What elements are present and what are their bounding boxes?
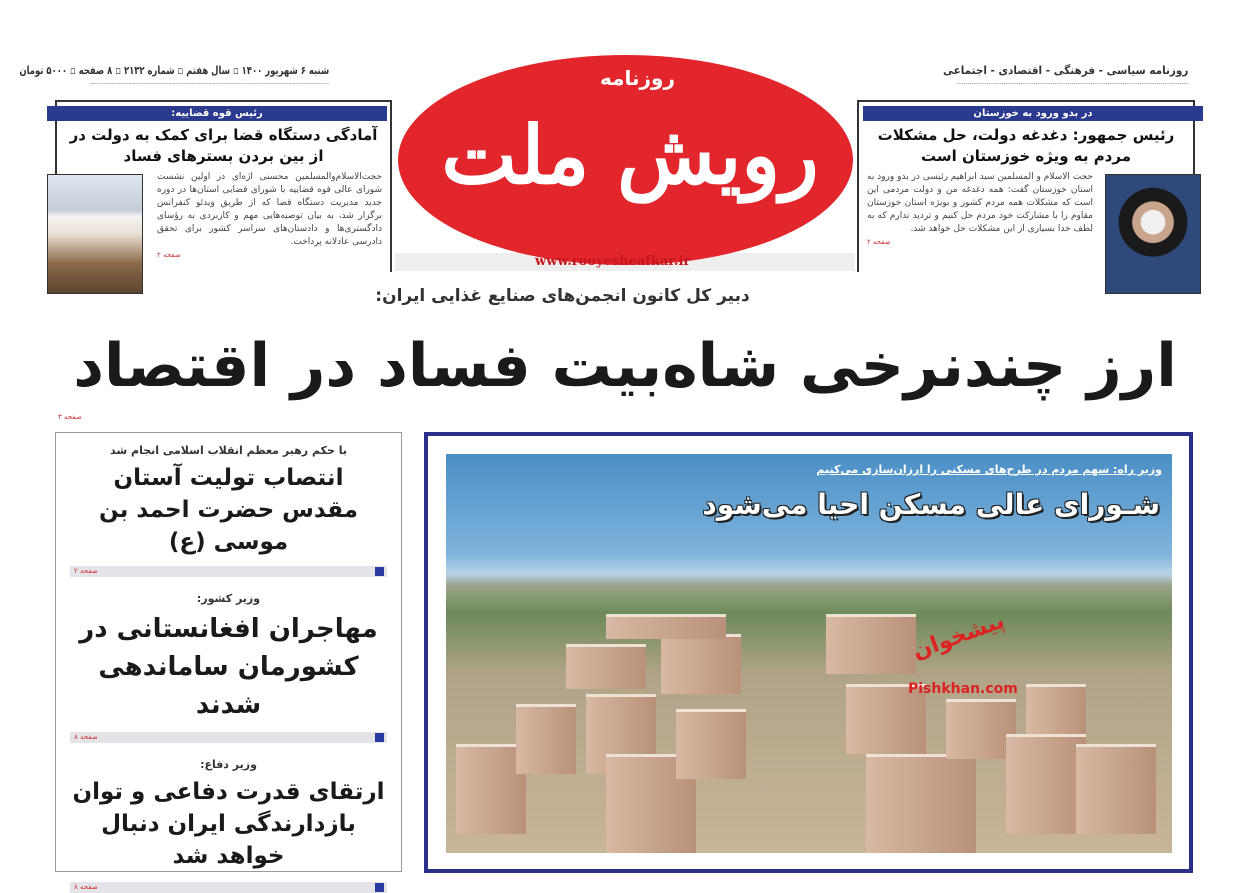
page-ref: صفحه ۸: [74, 733, 98, 741]
watermark-url: Pishkhan.com: [908, 681, 1018, 697]
website-link[interactable]: www.rooyesheafkar.ir: [535, 254, 691, 269]
story-afghan: [56, 591, 401, 743]
story-defense: [56, 757, 401, 893]
page-ref-bar: [70, 882, 387, 893]
page-ref-bar: [70, 732, 387, 743]
page-ref: صفحه ۳: [58, 413, 82, 421]
story-body: حجت‌الاسلام‌والمسلمین محسنی اژه‌ای در اولین نشست شورای عالی قوه قضاییه با شورای قضایی استان‌ها در دوره جدید مدیریت دستگاه قضا که از طریق ویدئو کنفرانس برگزار شد، به بیان توصیه‌هایی مهم و کاربردی به رؤسای دادگستری‌ها و دادستان‌های سراسر کشور برای تحقق دادرسی عادلانه پرداخت.: [157, 172, 382, 247]
page-ref-bar: [70, 566, 387, 577]
apartment-building: [866, 754, 976, 853]
story-shrine: [56, 443, 401, 577]
housing-photo: [446, 454, 1172, 853]
bullet-square: [375, 567, 384, 576]
tagline: روزنامه سیاسی - فرهنگی - اقتصادی - اجتماعی: [957, 64, 1189, 84]
page-ref: صفحه ۲: [867, 238, 891, 246]
page-ref: صفحه ۲: [74, 567, 98, 575]
story-title: مهاجران افغانستانی در کشورمان ساماندهی شدند: [79, 614, 378, 720]
apartment-building: [516, 704, 576, 774]
main-photo-frame: [424, 432, 1193, 873]
apartment-building: [1026, 684, 1086, 734]
apartment-building: [661, 634, 741, 694]
president-photo: [1105, 174, 1201, 294]
apartment-building: [566, 644, 646, 689]
apartment-building: [826, 614, 916, 674]
newspaper-logo: رویش ملت: [441, 108, 819, 202]
judiciary-chief-photo: [47, 174, 143, 294]
story-title: رئیس جمهور: دغدغه دولت، حل مشکلات مردم به ویژه خوزستان است: [877, 126, 1175, 165]
lead-subhead: دبیر کل کانون انجمن‌های صنایع غذایی ایران:: [375, 286, 750, 306]
story-kicker: در بدو ورود به خوزستان: [863, 106, 1203, 121]
story-title: انتصاب تولیت آستان مقدس حضرت احمد بن موسی (ع): [99, 465, 358, 555]
story-kicker: با حکم رهبر معظم انقلاب اسلامی انجام شد: [110, 444, 347, 457]
page-ref: صفحه ۲: [157, 251, 181, 259]
watermark-logo: پیشخوان: [909, 608, 1008, 665]
apartment-building: [1006, 734, 1086, 834]
story-kicker: رئیس قوه قضاییه:: [47, 106, 387, 121]
lead-headline: ارز چندنرخی شاه‌بیت فساد در اقتصاد: [73, 331, 1177, 401]
apartment-building: [1076, 744, 1156, 834]
news-column: [55, 432, 402, 891]
story-title: آمادگی دستگاه قضا برای کمک به دولت در از بین بردن بسترهای فساد: [69, 126, 378, 165]
date-line: شنبه ۶ شهریور ۱۴۰۰ ▫ سال هفتم ▫ شماره ۲۱۳۲ ▫ ۸ صفحه ▫ ۵۰۰۰ تومان: [91, 64, 329, 84]
logo-subtitle: روزنامه: [600, 66, 675, 90]
story-kicker: وزیر کشور:: [196, 592, 261, 605]
apartment-building: [676, 709, 746, 779]
apartment-building: [606, 614, 726, 639]
story-kicker: وزیر دفاع:: [200, 758, 257, 771]
photo-kicker: وزیر راه: سهم مردم در طرح‌های مسکنی را ارزان‌سازی می‌کنیم: [816, 463, 1162, 476]
story-body: حجت الاسلام و المسلمین سید ابراهیم رئیسی در بدو ورود به استان خوزستان گفت: همه دغدغه من و دولت مردمی این است که مشکلات همه مردم کشور و بویژه استان خوزستان مقاوم را با مشارکت خود مردم حل کنیم و تردید ندارم که به لطف خدا بسیاری از این مشکلات حل خواهد شد.: [867, 172, 1093, 234]
bullet-square: [375, 733, 384, 742]
photo-headline: شـورای عالی مسکن احیا می‌شود: [702, 488, 1160, 521]
page-ref: صفحه ۸: [74, 883, 98, 891]
story-title: ارتقای قدرت دفاعی و توان بازدارندگی ایران دنبال خواهد شد: [72, 779, 385, 869]
